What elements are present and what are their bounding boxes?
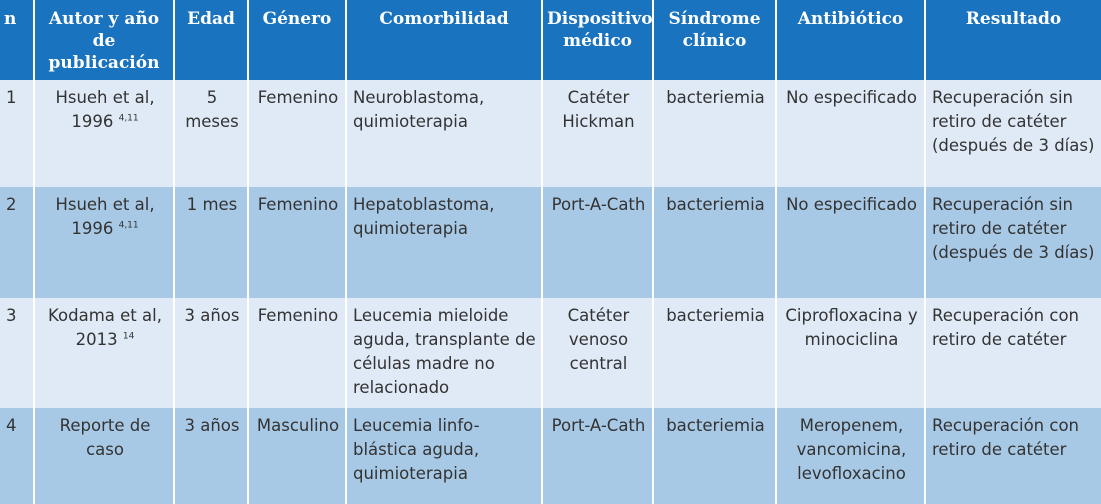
author-text: Reporte de caso xyxy=(59,416,151,459)
cell-outcome: Recuperación con retiro de catéter xyxy=(925,298,1101,408)
cell-outcome: Recuperación sin retiro de catéter (después de 3 días) xyxy=(925,80,1101,187)
header-outcome: Resultado xyxy=(925,0,1101,80)
cell-gender: Femenino xyxy=(248,187,346,298)
cell-n: 2 xyxy=(0,187,34,298)
table-row xyxy=(0,408,1101,504)
reference-number: 4,11 xyxy=(118,113,139,124)
header-n: n xyxy=(0,0,34,80)
table-row xyxy=(0,187,1101,298)
header-antibiotic: Antibiótico xyxy=(776,0,925,80)
cell-gender: Femenino xyxy=(248,80,346,187)
header-age: Edad xyxy=(174,0,248,80)
cell-antibiotic: Meropenem, vancomicina, levofloxacino xyxy=(776,408,925,504)
cell-device: Port-A-Cath xyxy=(542,408,653,504)
author-text: Hsueh et al, 1996 xyxy=(55,88,155,131)
table-row xyxy=(0,80,1101,187)
cell-comorbidity: Leucemia linfo-blástica aguda, quimioterapia xyxy=(346,408,542,504)
header-syndrome: Síndrome clínico xyxy=(653,0,776,80)
cell-device: Catéter Hickman xyxy=(542,80,653,187)
header-comorbidity: Comorbilidad xyxy=(346,0,542,80)
cell-syndrome: bacteriemia xyxy=(653,187,776,298)
cell-syndrome: bacteriemia xyxy=(653,298,776,408)
author-text: Hsueh et al, 1996 xyxy=(55,195,155,238)
cell-comorbidity: Leucemia mieloide aguda, transplante de células madre no relacionado xyxy=(346,298,542,408)
cell-outcome: Recuperación sin retiro de catéter (después de 3 días) xyxy=(925,187,1101,298)
cell-syndrome: bacteriemia xyxy=(653,408,776,504)
cell-comorbidity: Hepatoblastoma, quimioterapia xyxy=(346,187,542,298)
cell-author xyxy=(34,408,174,504)
cell-age: 3 años xyxy=(174,408,248,504)
author-text: Kodama et al, 2013 xyxy=(48,306,162,349)
cell-comorbidity: Neuroblastoma, quimioterapia xyxy=(346,80,542,187)
cell-n: 1 xyxy=(0,80,34,187)
cell-n: 4 xyxy=(0,408,34,504)
cell-age: 5 meses xyxy=(174,80,248,187)
cell-n: 3 xyxy=(0,298,34,408)
cell-syndrome: bacteriemia xyxy=(653,80,776,187)
cell-age: 3 años xyxy=(174,298,248,408)
reference-number: 14 xyxy=(122,331,135,342)
cell-antibiotic: No especificado xyxy=(776,80,925,187)
cell-device: Catéter venoso central xyxy=(542,298,653,408)
header-device: Dispositivo médico xyxy=(542,0,653,80)
cell-author xyxy=(34,80,174,187)
cell-antibiotic: No especificado xyxy=(776,187,925,298)
reference-number: 4,11 xyxy=(118,220,139,231)
table-row xyxy=(0,298,1101,408)
cell-age: 1 mes xyxy=(174,187,248,298)
header-gender: Género xyxy=(248,0,346,80)
cell-outcome: Recuperación con retiro de catéter xyxy=(925,408,1101,504)
cell-gender: Femenino xyxy=(248,298,346,408)
cell-gender: Masculino xyxy=(248,408,346,504)
cell-device: Port-A-Cath xyxy=(542,187,653,298)
cell-antibiotic: Ciprofloxacina y minociclina xyxy=(776,298,925,408)
header-row xyxy=(0,0,1101,80)
cell-author xyxy=(34,187,174,298)
header-author: Autor y año de publicación xyxy=(34,0,174,80)
cell-author xyxy=(34,298,174,408)
